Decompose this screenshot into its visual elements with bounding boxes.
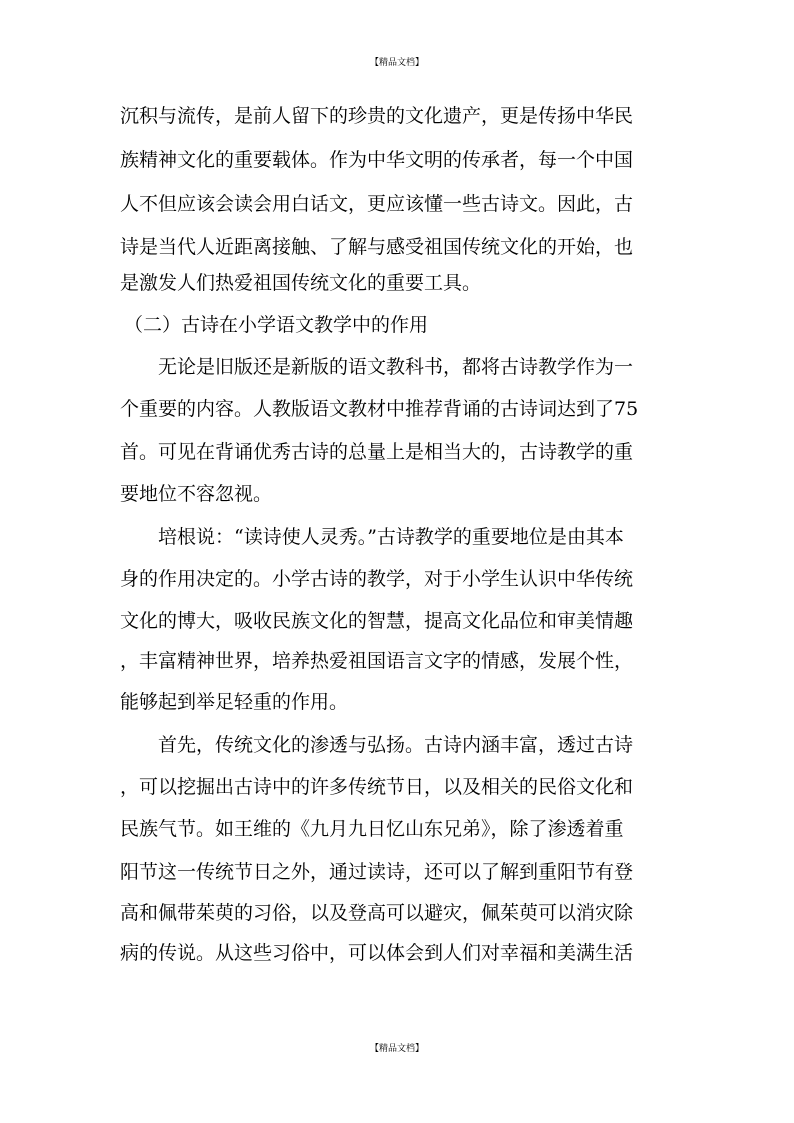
text-line: 民族气节。如王维的《九月九日忆山东兄弟》，除了渗透着重	[120, 818, 624, 840]
text-line: 要地位不容忽视。	[120, 483, 273, 505]
text-line: 病的传说。从这些习俗中，可以体会到人们对幸福和美满生活	[120, 942, 634, 964]
text-line: 培根说：“读诗使人灵秀。”古诗教学的重要地位是由其本	[158, 526, 624, 548]
text-line: 能够起到举足轻重的作用。	[120, 691, 349, 713]
section-heading: （二）古诗在小学语文教学中的作用	[124, 314, 429, 336]
text-line: 阳节这一传统节日之外，通过读诗，还可以了解到重阳节有登	[120, 861, 634, 883]
text-line: 身的作用决定的。小学古诗的教学，对于小学生认识中华传统	[120, 568, 634, 590]
page-footer-label: 【精品文档】	[369, 1044, 424, 1054]
text-line: 诗是当代人近距离接触、了解与感受祖国传统文化的开始，也	[120, 236, 634, 258]
text-line: 文化的博大，吸收民族文化的智慧，提高文化品位和审美情趣	[120, 610, 634, 632]
text-line: 首。可见在背诵优秀古诗的总量上是相当大的，古诗教学的重	[120, 441, 634, 463]
text-line: 高和佩带茱萸的习俗，以及登高可以避灾，佩茱萸可以消灾除	[120, 902, 634, 924]
text-line: 个重要的内容。人教版语文教材中推荐背诵的古诗词达到了75	[120, 398, 639, 420]
text-line: 沉积与流传，是前人留下的珍贵的文化遗产，更是传扬中华民	[120, 105, 634, 127]
text-line: 是激发人们热爱祖国传统文化的重要工具。	[120, 272, 482, 294]
text-line: 首先，传统文化的渗透与弘扬。古诗内涵丰富，透过古诗	[158, 734, 634, 756]
text-line: 族精神文化的重要载体。作为中华文明的传承者，每一个中国	[120, 149, 634, 171]
text-line: 人不但应该会读会用白话文，更应该懂一些古诗文。因此，古	[120, 193, 634, 215]
page-header-label: 【精品文档】	[369, 58, 424, 68]
text-line: ，可以挖掘出古诗中的许多传统节日，以及相关的民俗文化和	[120, 776, 634, 798]
text-line: 无论是旧版还是新版的语文教科书，都将古诗教学作为一	[158, 356, 634, 378]
text-line: ，丰富精神世界，培养热爱祖国语言文字的情感，发展个性，	[120, 650, 634, 672]
